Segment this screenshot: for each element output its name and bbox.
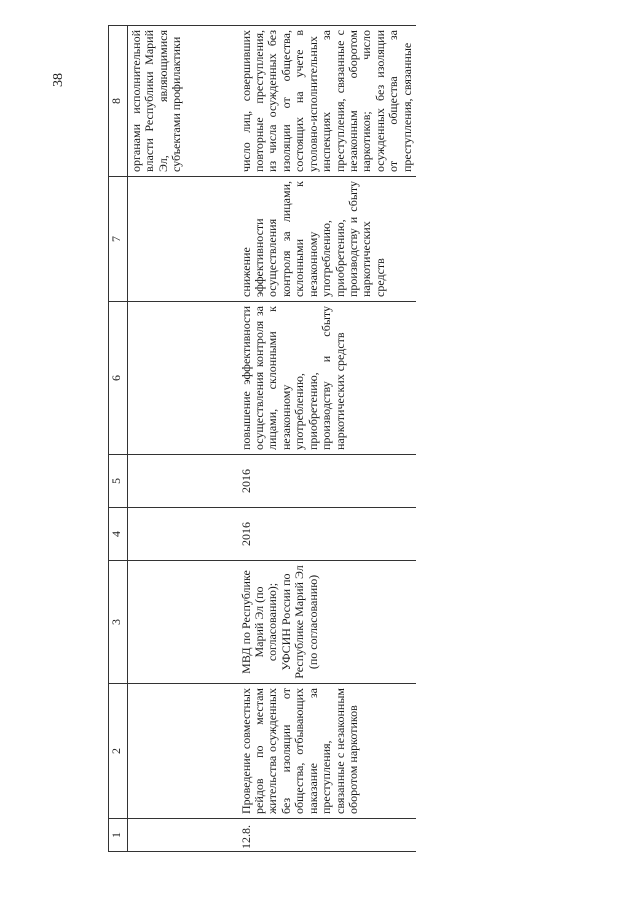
header-col-2: 2 (109, 684, 128, 819)
cont-cell-4 (128, 508, 238, 561)
rotated-table-container (108, 30, 639, 852)
expected-result-cell: повышение эффективности осуществления контроля за лицами, склонными к незаконному употреблению, приобретению, производству и сбыту наркотических средств (238, 302, 417, 455)
header-col-1: 1 (109, 819, 128, 852)
consequences-cell: снижение эффективности осуществления контроля за лицами, склонными к незаконному употреблению, приобретению, производству и сбыту наркотических средств (238, 177, 417, 302)
header-col-8: 8 (109, 26, 128, 177)
row-number: 12.8. (238, 819, 417, 852)
page-number: 38 (51, 73, 66, 87)
end-year-cell: 2016 (238, 455, 417, 508)
header-col-4: 4 (109, 508, 128, 561)
program-table (108, 25, 416, 852)
cont-cell-5 (128, 455, 238, 508)
activity-cell: Проведение совместных рейдов по местам жительства осужденных без изоляции от общества, отбывающих наказание за преступления, связанные с незаконным оборотом наркотиков (238, 684, 417, 819)
table-row (238, 26, 417, 852)
cont-cell-6 (128, 302, 238, 455)
cont-cell-7 (128, 177, 238, 302)
header-col-5: 5 (109, 455, 128, 508)
executor-cell: МВД по Республике Марий Эл (по согласованию); УФСИН России по Республике Марий Эл (по согласованию) (238, 561, 417, 684)
cont-cell-1 (128, 819, 238, 852)
header-col-7: 7 (109, 177, 128, 302)
start-year-cell: 2016 (238, 508, 417, 561)
cont-cell-3 (128, 561, 238, 684)
cont-cell-2 (128, 684, 238, 819)
header-col-3: 3 (109, 561, 128, 684)
table-header-row (109, 26, 128, 852)
indicators-cell: число лиц, совершивших повторные преступления, из числа осужденных без изоляции от общества, состоящих на учете в уголовно-исполнительных инспекциях за преступления, связанные с незаконным оборотом наркотиков; число осужденных без изоляции от общества за преступления, связанные (238, 26, 417, 177)
continuation-row (128, 26, 238, 852)
header-col-6: 6 (109, 302, 128, 455)
cont-cell-8 (128, 26, 238, 177)
continuation-indicators-text: органами исполнительной власти Республики Марий Эл, являющимися субъектами профилактики (129, 30, 184, 172)
